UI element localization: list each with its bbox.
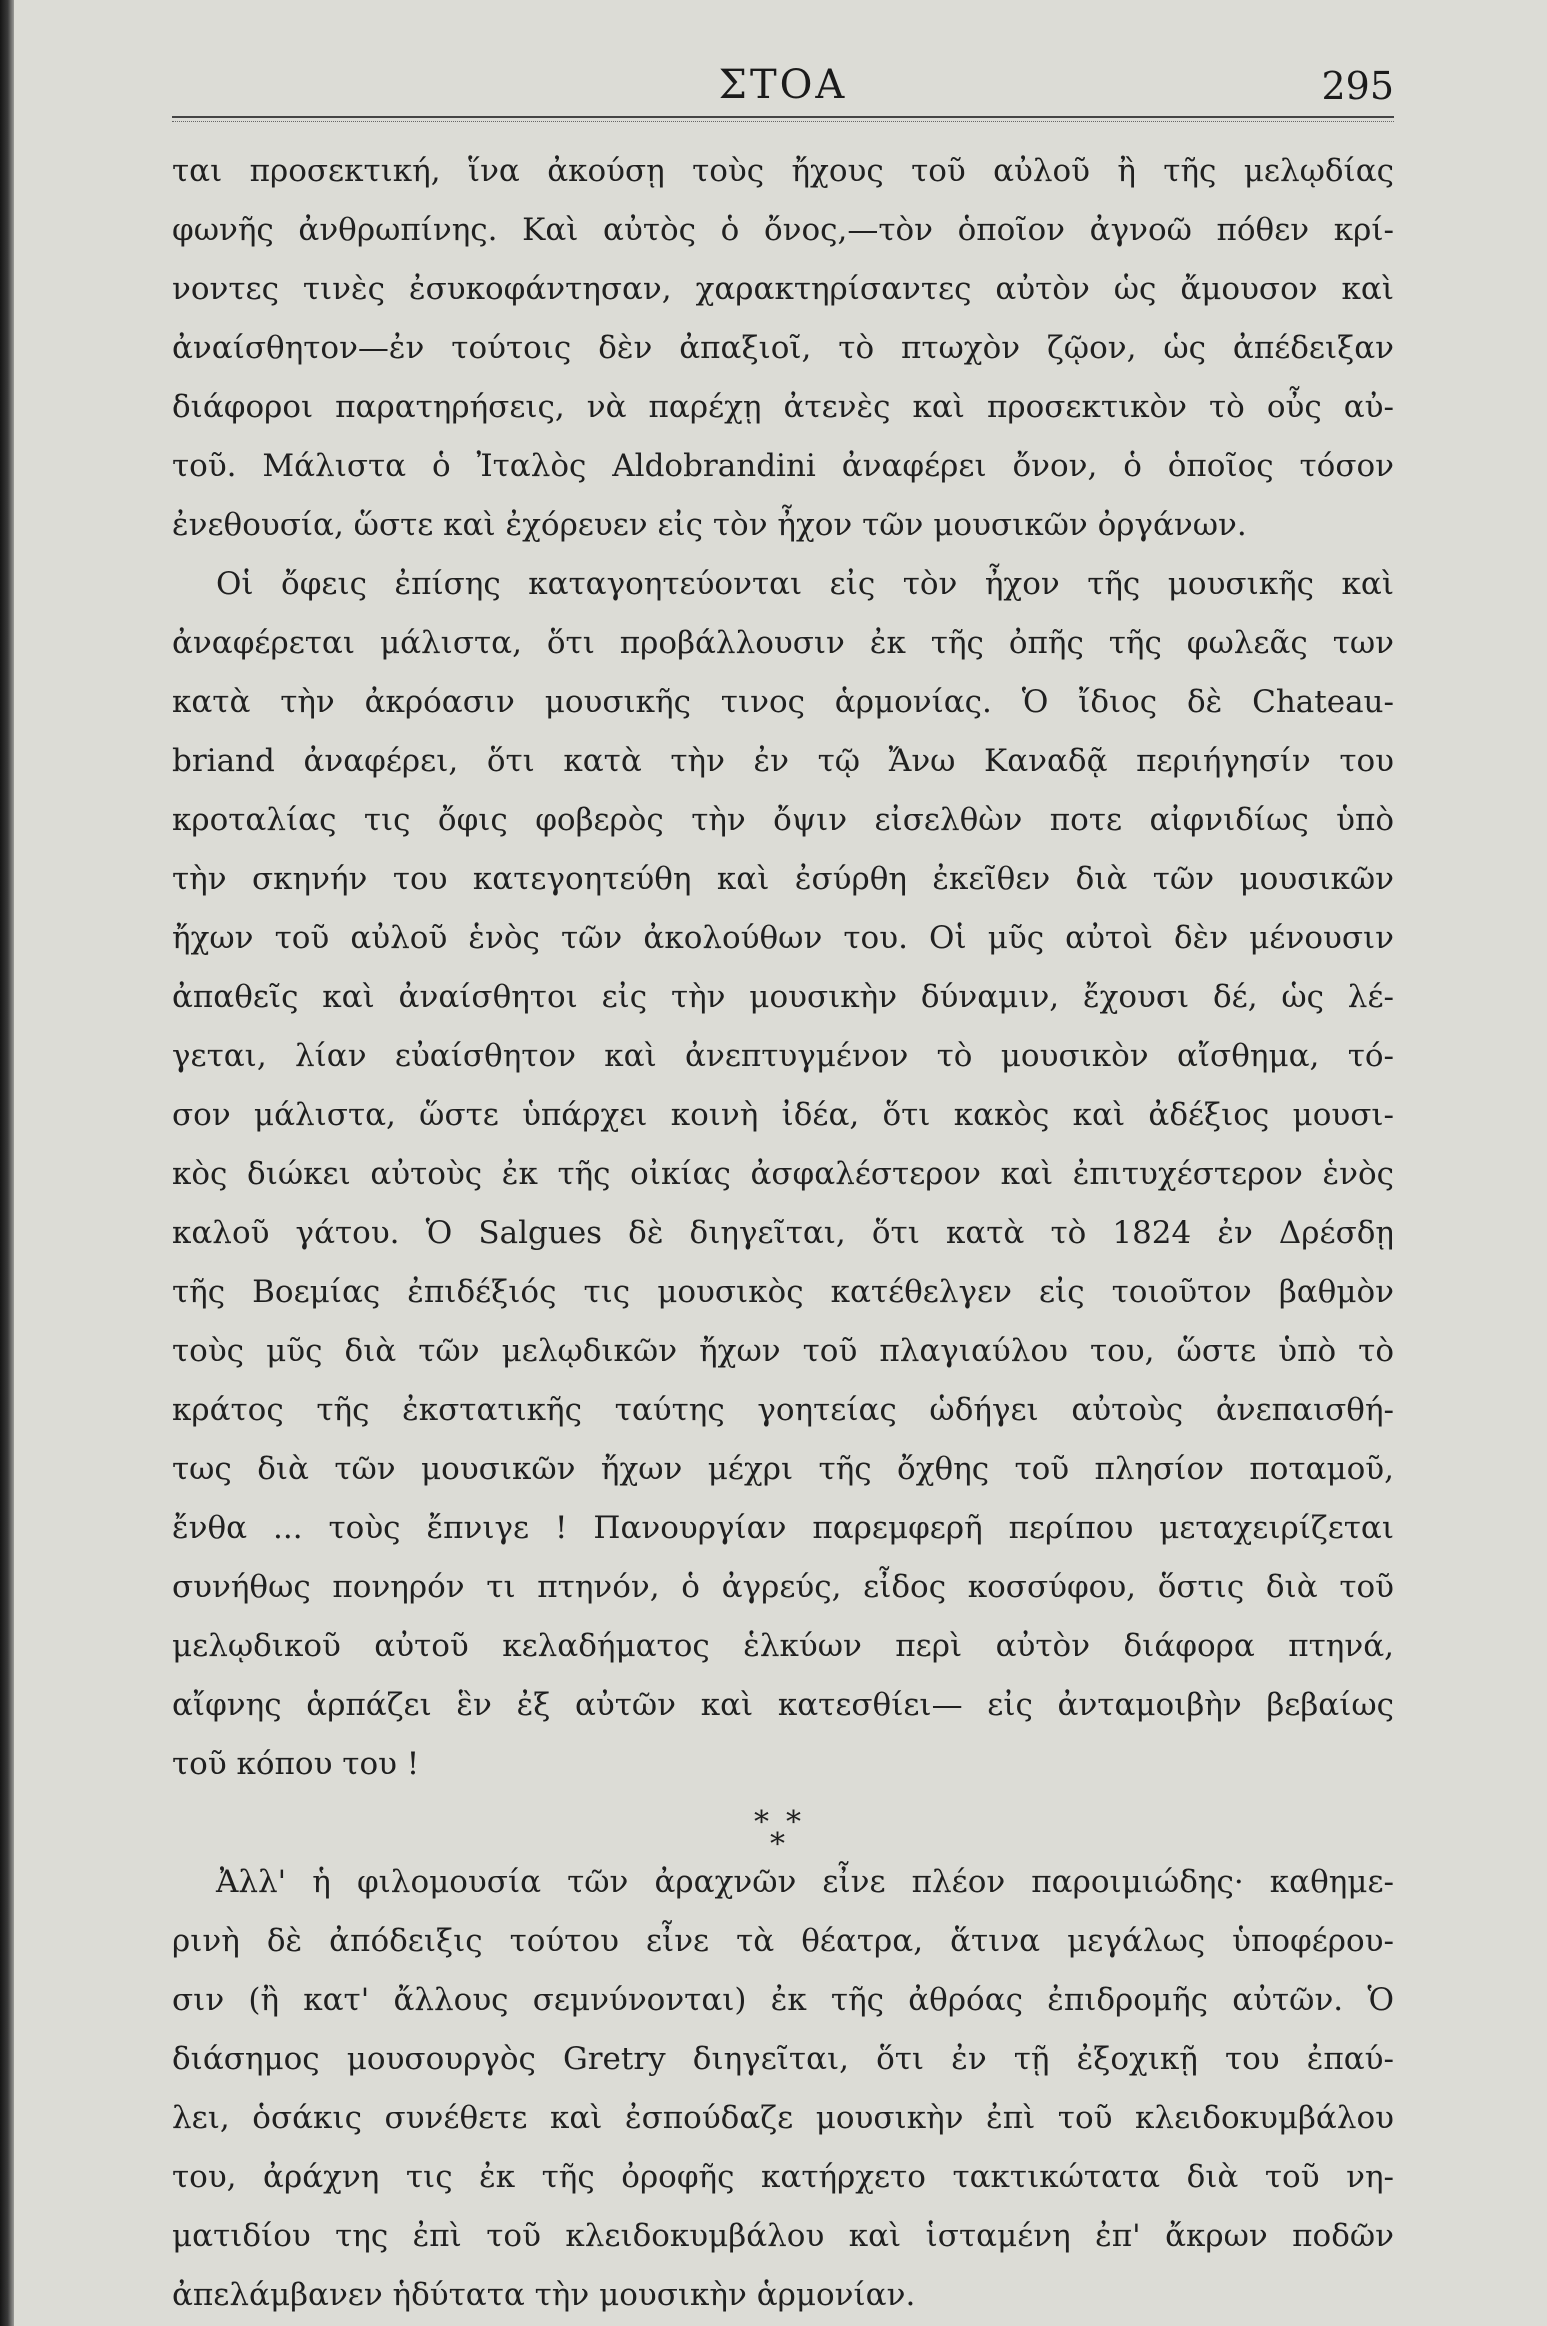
text-line: σον μάλιστα, ὥστε ὑπάρχει κοινὴ ἰδέα, ὅτι κακὸς καὶ ἀδέξιος μουσι- (172, 1097, 1394, 1133)
text-line: καλοῦ γάτου. Ὁ Salgues δὲ διηγεῖται, ὅτι κατὰ τὸ 1824 ἐν Δρέσδῃ (172, 1215, 1394, 1251)
text-line: ἀναφέρεται μάλιστα, ὅτι προβάλλουσιν ἐκ τῆς ὀπῆς τῆς φωλεᾶς των (172, 625, 1394, 661)
text-line: σιν (ἢ κατ' ἄλλους σεμνύνονται) ἐκ τῆς ἀθρόας ἐπιδρομῆς αὐτῶν. Ὁ (172, 1982, 1394, 2018)
text-line: τὴν σκηνήν του κατεγοητεύθη καὶ ἐσύρθη ἐκεῖθεν διὰ τῶν μουσικῶν (172, 861, 1394, 897)
text-line: κροταλίας τις ὄφις φοβερὸς τὴν ὄψιν εἰσελθὼν ποτε αἰφνιδίως ὑπὸ (172, 802, 1394, 838)
text-line: νοντες τινὲς ἐσυκοφάντησαν, χαρακτηρίσαντες αὐτὸν ὡς ἄμουσον καὶ (172, 271, 1394, 307)
running-header (172, 58, 1394, 116)
text-line: ἀπελάμβανεν ἡδύτατα τὴν μουσικὴν ἁρμονίαν. (172, 2277, 916, 2313)
section-asterism (172, 1794, 1394, 1862)
text-line: briand ἀναφέρει, ὅτι κατὰ τὴν ἐν τῷ Ἄνω Καναδᾷ περιήγησίν του (172, 743, 1394, 779)
text-line: ἐνεθουσία, ὥστε καὶ ἐχόρευεν εἰς τὸν ἦχον τῶν μουσικῶν ὀργάνων. (172, 507, 1247, 543)
text-line: κατὰ τὴν ἀκρόασιν μουσικῆς τινος ἁρμονίας. Ὁ ἴδιος δὲ Chateau- (172, 684, 1394, 720)
paragraph (172, 142, 1394, 555)
text-line: ται προσεκτική, ἵνα ἀκούσῃ τοὺς ἤχους τοῦ αὐλοῦ ἢ τῆς μελῳδίας (172, 153, 1394, 189)
text-line: ἀπαθεῖς καὶ ἀναίσθητοι εἰς τὴν μουσικὴν δύναμιν, ἔχουσι δέ, ὡς λέ- (172, 979, 1394, 1015)
text-line: τως διὰ τῶν μουσικῶν ἤχων μέχρι τῆς ὄχθης τοῦ πλησίον ποταμοῦ, (172, 1451, 1394, 1487)
text-line: Ἀλλ' ἡ φιλομουσία τῶν ἀραχνῶν εἶνε πλέον παροιμιώδης· καθημε- (216, 1864, 1394, 1900)
text-line: ἔνθα ... τοὺς ἔπνιγε ! Πανουργίαν παρεμφερῆ περίπου μεταχειρίζεται (172, 1510, 1394, 1546)
text-line: συνήθως πονηρόν τι πτηνόν, ὁ ἀγρεύς, εἶδος κοσσύφου, ὅστις διὰ τοῦ (172, 1569, 1394, 1605)
running-title: ΣΤΟΑ (718, 62, 848, 108)
page-number: 295 (1321, 64, 1394, 108)
header-rule (172, 116, 1394, 122)
binding-edge (0, 0, 14, 2326)
text-line: αἴφνης ἁρπάζει ἓν ἐξ αὐτῶν καὶ κατεσθίει— εἰς ἀνταμοιβὴν βεβαίως (172, 1687, 1394, 1723)
body-text (172, 142, 1394, 2325)
asterism-star: * (770, 1827, 785, 1862)
text-line: ἀναίσθητον—ἐν τούτοις δὲν ἀπαξιοῖ, τὸ πτωχὸν ζῷον, ὡς ἀπέδειξαν (172, 330, 1394, 366)
text-line: του, ἀράχνη τις ἐκ τῆς ὀροφῆς κατήρχετο τακτικώτατα διὰ τοῦ νη- (172, 2159, 1394, 2195)
text-line: διάφοροι παρατηρήσεις, νὰ παρέχῃ ἀτενὲς καὶ προσεκτικὸν τὸ οὖς αὐ- (172, 389, 1394, 425)
text-line: τοῦ. Μάλιστα ὁ Ἰταλὸς Aldobrandini ἀναφέρει ὄνον, ὁ ὁποῖος τόσον (172, 448, 1394, 484)
text-line: ματιδίου της ἐπὶ τοῦ κλειδοκυμβάλου καὶ ἱσταμένη ἐπ' ἄκρων ποδῶν (172, 2218, 1394, 2254)
asterism-star: * (754, 1805, 769, 1840)
text-line: κράτος τῆς ἐκστατικῆς ταύτης γοητείας ὡδήγει αὐτοὺς ἀνεπαισθή- (172, 1392, 1394, 1428)
text-line: τῆς Βοεμίας ἐπιδέξιός τις μουσικὸς κατέθελγεν εἰς τοιοῦτον βαθμὸν (172, 1274, 1394, 1310)
text-line: μελῳδικοῦ αὐτοῦ κελαδήματος ἑλκύων περὶ αὐτὸν διάφορα πτηνά, (172, 1628, 1394, 1664)
text-line: ἤχων τοῦ αὐλοῦ ἑνὸς τῶν ἀκολούθων του. Οἱ μῦς αὐτοὶ δὲν μένουσιν (172, 920, 1394, 956)
text-line: Οἱ ὄφεις ἐπίσης καταγοητεύονται εἰς τὸν ἦχον τῆς μουσικῆς καὶ (216, 566, 1394, 602)
text-line: φωνῆς ἀνθρωπίνης. Καὶ αὐτὸς ὁ ὄνος,—τὸν ὁποῖον ἀγνοῶ πόθεν κρί- (172, 212, 1394, 248)
text-line: τοὺς μῦς διὰ τῶν μελῳδικῶν ἤχων τοῦ πλαγιαύλου του, ὥστε ὑπὸ τὸ (172, 1333, 1394, 1369)
text-line: ρινὴ δὲ ἀπόδειξις τούτου εἶνε τὰ θέατρα, ἅτινα μεγάλως ὑποφέρου- (172, 1923, 1394, 1959)
text-line: λει, ὁσάκις συνέθετε καὶ ἐσπούδαζε μουσικὴν ἐπὶ τοῦ κλειδοκυμβάλου (172, 2100, 1394, 2136)
text-line: γεται, λίαν εὐαίσθητον καὶ ἀνεπτυγμένον τὸ μουσικὸν αἴσθημα, τό- (172, 1038, 1394, 1074)
text-line: τοῦ κόπου του ! (172, 1746, 420, 1782)
text-line: κὸς διώκει αὐτοὺς ἐκ τῆς οἰκίας ἀσφαλέστερον καὶ ἐπιτυχέστερον ἑνὸς (172, 1156, 1394, 1192)
paragraph (172, 555, 1394, 1794)
asterism-star: * (786, 1805, 801, 1840)
text-line: διάσημος μουσουργὸς Gretry διηγεῖται, ὅτι ἐν τῇ ἐξοχικῇ του ἐπαύ- (172, 2041, 1394, 2077)
paragraph (172, 1853, 1394, 2325)
